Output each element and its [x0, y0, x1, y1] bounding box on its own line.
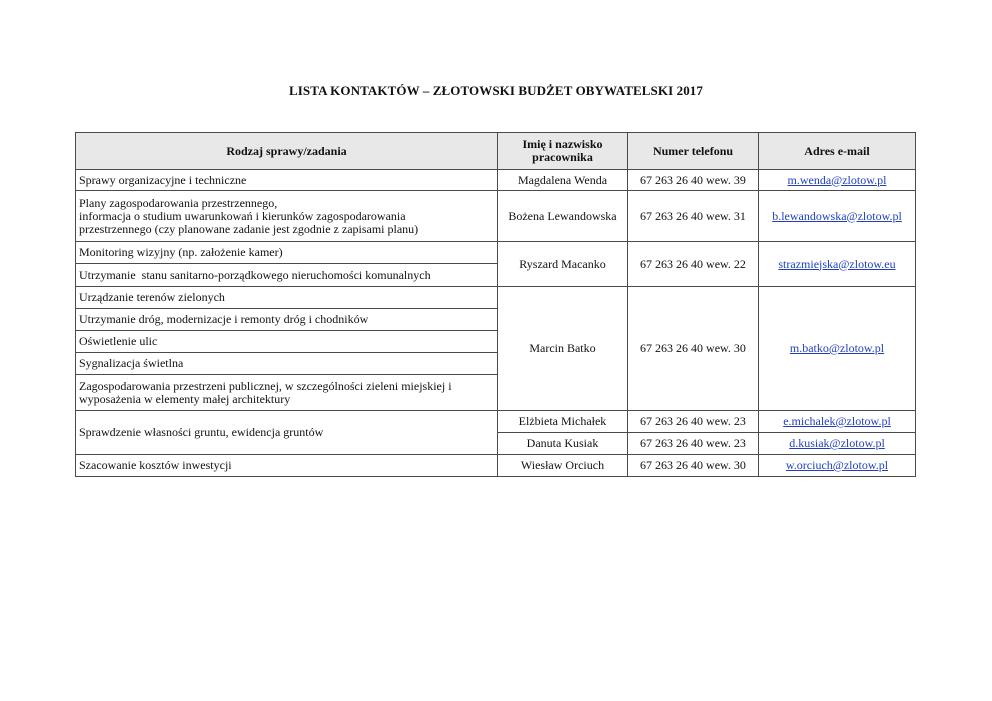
contact-email-link[interactable]: m.batko@zlotow.pl [789, 341, 885, 355]
header-name-line: Imię i nazwisko [522, 137, 603, 151]
task-text: Zagospodarowania przestrzeni publicznej, w szczególności zieleni miejskiej i [79, 378, 452, 393]
contact-email-cell [759, 411, 916, 433]
task-text: Sprawy organizacyjne i techniczne [79, 172, 247, 187]
task-cell [76, 242, 498, 264]
contact-email-cell [759, 287, 916, 411]
task-cell [76, 287, 498, 309]
task-text: Sprawdzenie własności gruntu, ewidencja gruntów [79, 425, 324, 439]
task-text: Plany zagospodarowania przestrzennego, [79, 195, 278, 210]
contact-email-link[interactable]: e.michalek@zlotow.pl [783, 414, 891, 428]
contacts-table [75, 132, 916, 477]
contact-email-cell [759, 170, 916, 191]
task-cell [76, 309, 498, 331]
task-text: wyposażenia w elementy małej architektury [79, 391, 291, 406]
task-text: Urządzanie terenów zielonych [79, 290, 225, 304]
page-title: LISTA KONTAKTÓW – ZŁOTOWSKI BUDŻET OBYWATELSKI 2017 [289, 83, 703, 98]
task-cell [76, 411, 498, 455]
task-text: informacja o studium uwarunkowań i kierunków zagospodarowania [79, 208, 406, 223]
task-cell [76, 331, 498, 353]
contact-email-cell [759, 433, 916, 455]
contact-phone: 67 263 26 40 wew. 23 [628, 433, 759, 455]
task-text: Utrzymanie stanu sanitarno-porządkowego nieruchomości komunalnych [79, 267, 431, 282]
contact-name: Magdalena Wenda [498, 170, 628, 191]
contact-phone: 67 263 26 40 wew. 30 [628, 455, 759, 477]
header-phone: Numer telefonu [628, 133, 759, 170]
contact-email-link[interactable]: w.orciuch@zlotow.pl [785, 458, 889, 472]
contact-email-link[interactable]: m.wenda@zlotow.pl [787, 172, 887, 187]
contact-email-link[interactable]: d.kusiak@zlotow.pl [789, 436, 885, 450]
contact-email-cell [759, 242, 916, 287]
task-text: przestrzennego (czy planowane zadanie jest zgodnie z zapisami planu) [79, 221, 419, 236]
contact-name: Bożena Lewandowska [498, 191, 628, 242]
task-cell [76, 375, 498, 411]
task-text: Szacowanie kosztów inwestycji [79, 458, 232, 472]
task-text: Utrzymanie dróg, modernizacje i remonty dróg i chodników [79, 312, 369, 326]
contact-phone: 67 263 26 40 wew. 30 [628, 287, 759, 411]
table-row [76, 455, 916, 477]
contact-name: Danuta Kusiak [498, 433, 628, 455]
contact-name: Marcin Batko [498, 287, 628, 411]
table-row [76, 411, 916, 433]
contact-email-link[interactable]: strazmiejska@zlotow.eu [778, 256, 896, 271]
header-name-line: pracownika [532, 150, 593, 164]
header-row [76, 133, 916, 170]
contact-email-cell [759, 455, 916, 477]
task-cell [76, 264, 498, 287]
task-cell [76, 455, 498, 477]
task-cell [76, 170, 498, 191]
contact-email-link[interactable]: b.lewandowska@zlotow.pl [772, 208, 902, 223]
task-text: Oświetlenie ulic [79, 334, 158, 348]
contact-phone: 67 263 26 40 wew. 23 [628, 411, 759, 433]
table-row [76, 170, 916, 191]
contact-phone: 67 263 26 40 wew. 22 [628, 242, 759, 287]
table-row [76, 242, 916, 264]
contact-name: Wiesław Orciuch [498, 455, 628, 477]
contact-phone: 67 263 26 40 wew. 31 [628, 191, 759, 242]
task-cell [76, 191, 498, 242]
table-row [76, 191, 916, 242]
header-name [498, 133, 628, 170]
contact-email-cell [759, 191, 916, 242]
task-text: Sygnalizacja świetlna [79, 356, 184, 370]
task-text: Monitoring wizyjny (np. założenie kamer) [79, 245, 283, 259]
contact-name: Ryszard Macanko [498, 242, 628, 287]
header-email: Adres e-mail [759, 133, 916, 170]
table-row [76, 287, 916, 309]
header-task: Rodzaj sprawy/zadania [76, 133, 498, 170]
task-cell [76, 353, 498, 375]
contact-name: Elżbieta Michałek [498, 411, 628, 433]
contact-phone: 67 263 26 40 wew. 39 [628, 170, 759, 191]
